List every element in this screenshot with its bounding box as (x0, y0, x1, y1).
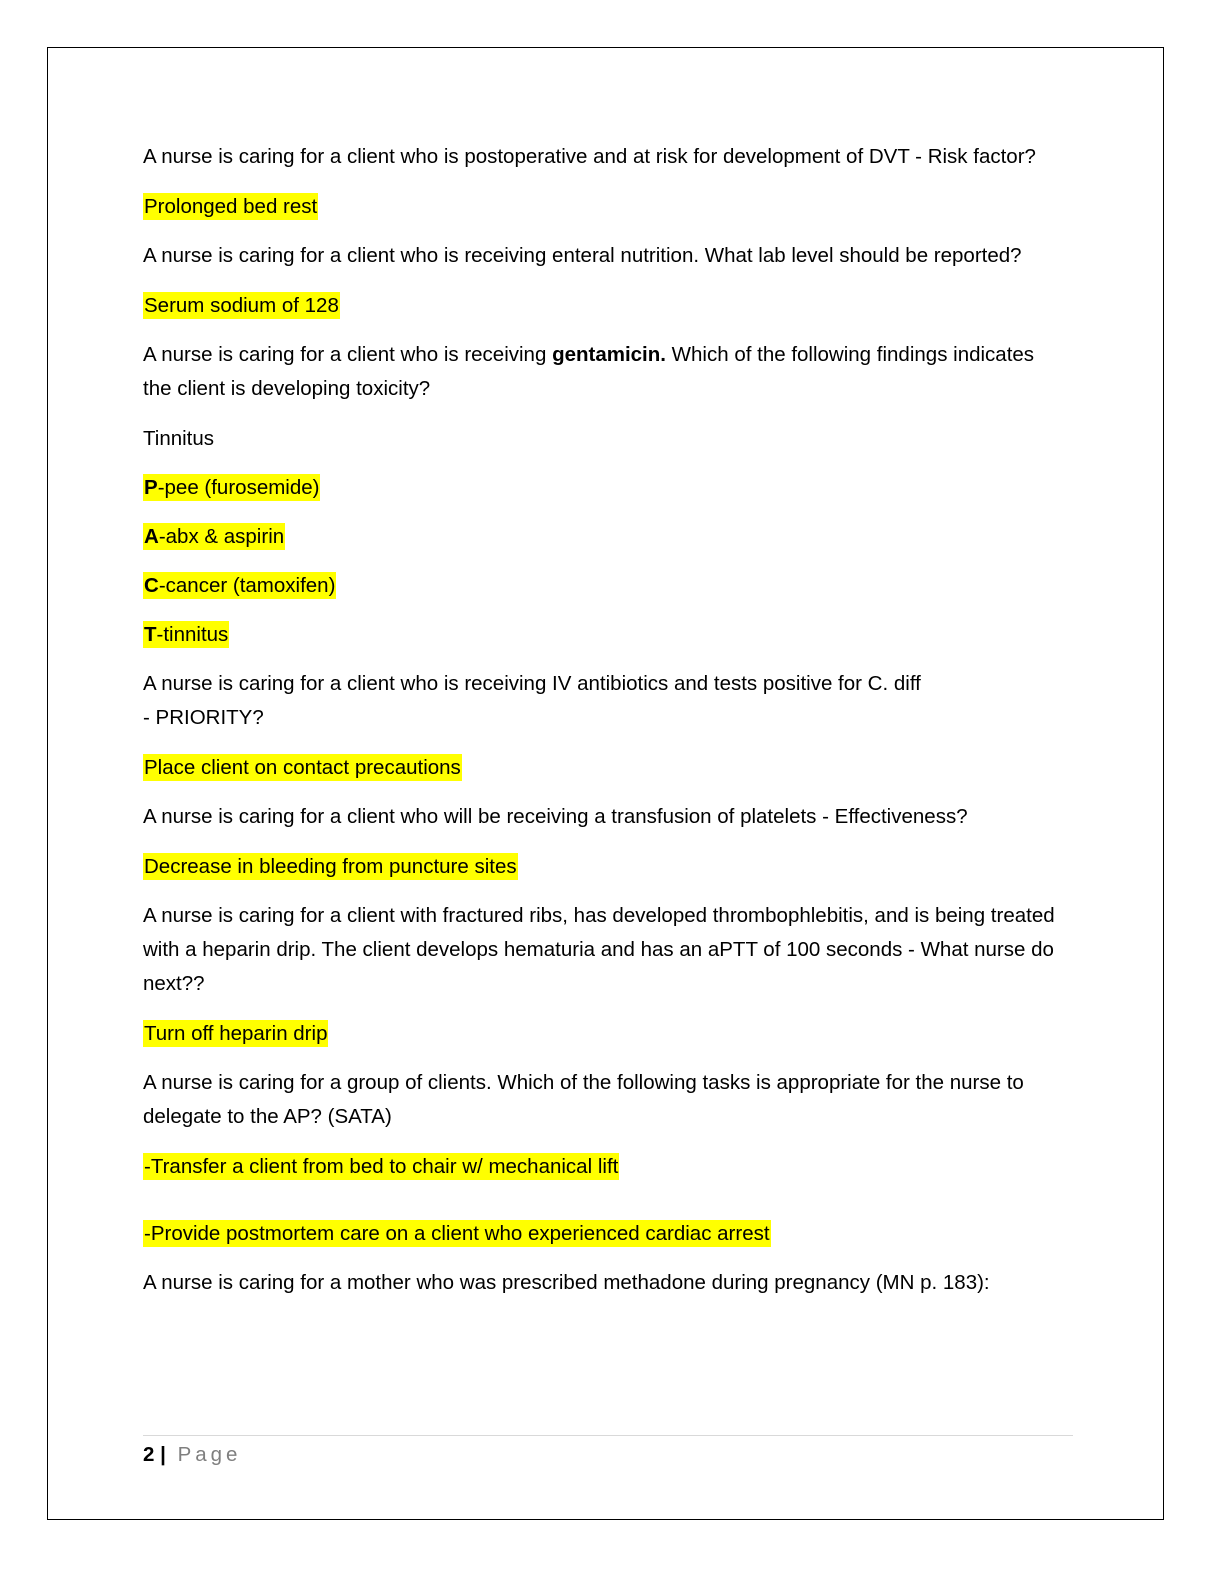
text-run (143, 244, 1022, 267)
text: A nurse is caring for a client who is postoperative and at risk for development of DVT - Risk factor? (143, 145, 1036, 168)
question-paragraph (143, 1266, 1063, 1300)
highlight (143, 523, 285, 550)
answer-paragraph (143, 569, 1063, 603)
spacer (143, 1199, 1063, 1217)
highlight (143, 193, 318, 220)
answer-paragraph (143, 520, 1063, 554)
text-run (143, 1071, 1024, 1128)
text-run (143, 904, 1055, 995)
bold-text: T (144, 623, 157, 646)
highlight (143, 572, 336, 599)
text-run (143, 1271, 990, 1294)
answer-paragraph (143, 289, 1063, 323)
highlight (143, 1220, 771, 1247)
highlight (143, 292, 340, 319)
text: -pee (furosemide) (157, 476, 320, 499)
answer-paragraph (143, 618, 1063, 652)
text-run (143, 343, 1034, 400)
highlight (143, 1020, 328, 1047)
question-paragraph (143, 338, 1063, 406)
question-paragraph (143, 899, 1063, 1001)
page-footer (143, 1440, 241, 1470)
text: Prolonged bed rest (144, 195, 318, 218)
answer-paragraph (143, 422, 1063, 456)
text: -cancer (tamoxifen) (158, 574, 336, 597)
text: Which of the following findings indicates the client is developing toxicity? (143, 343, 1035, 400)
bold-text: A (144, 525, 159, 548)
question-paragraph (143, 239, 1063, 273)
highlight (143, 474, 320, 501)
highlight (143, 1153, 619, 1180)
text: A nurse is caring for a mother who was prescribed methadone during pregnancy (MN p. 183): (143, 1271, 990, 1294)
answer-paragraph (143, 1217, 1063, 1251)
bold-text: gentamicin. (552, 343, 666, 366)
text-run (143, 427, 214, 450)
answer-paragraph (143, 1017, 1063, 1051)
highlight (143, 754, 462, 781)
text-run (143, 145, 1036, 168)
document-body (143, 140, 1063, 1316)
text: A nurse is caring for a client who is receiving IV antibiotics and tests positive for C. diff - PRIORITY? (143, 672, 921, 729)
page-number: 2 (143, 1443, 155, 1466)
text: A nurse is caring for a client with fractured ribs, has developed thrombophlebitis, and is being treated with a heparin drip. The client develops hematuria and has an aPTT of 100 seconds - What nurse do next?? (143, 904, 1055, 995)
answer-paragraph (143, 1150, 1063, 1184)
text: Serum sodium of 128 (144, 294, 339, 317)
bold-text: C (144, 574, 159, 597)
text: A nurse is caring for a group of clients. Which of the following tasks is appropriate for the nurse to delegate to the AP? (SATA) (143, 1071, 1024, 1128)
text: A nurse is caring for a client who will be receiving a transfusion of platelets - Effectiveness? (143, 805, 968, 828)
text: -Provide postmortem care on a client who experienced cardiac arrest (144, 1222, 770, 1245)
answer-paragraph (143, 190, 1063, 224)
text: -abx & aspirin (158, 525, 285, 548)
text: A nurse is caring for a client who is receiving enteral nutrition. What lab level should be reported? (143, 244, 1022, 267)
answer-paragraph (143, 850, 1063, 884)
answer-paragraph (143, 471, 1063, 505)
text: A nurse is caring for a client who is receiving (143, 343, 553, 366)
highlight (143, 853, 518, 880)
highlight (143, 621, 229, 648)
text: Tinnitus (143, 427, 215, 450)
footer-separator: | (160, 1443, 166, 1466)
text-run (143, 805, 968, 828)
question-paragraph (143, 140, 1063, 174)
question-paragraph (143, 1066, 1063, 1134)
answer-paragraph (143, 751, 1063, 785)
text: -tinnitus (156, 623, 229, 646)
text: Turn off heparin drip (144, 1022, 328, 1045)
question-paragraph (143, 667, 1063, 735)
bold-text: P (144, 476, 158, 499)
text: -Transfer a client from bed to chair w/ mechanical lift (144, 1155, 619, 1178)
text: Decrease in bleeding from puncture sites (144, 855, 517, 878)
page-label: Page (177, 1443, 242, 1466)
footer-rule (143, 1435, 1073, 1436)
question-paragraph (143, 800, 1063, 834)
text: Place client on contact precautions (144, 756, 461, 779)
text-run (143, 672, 921, 729)
